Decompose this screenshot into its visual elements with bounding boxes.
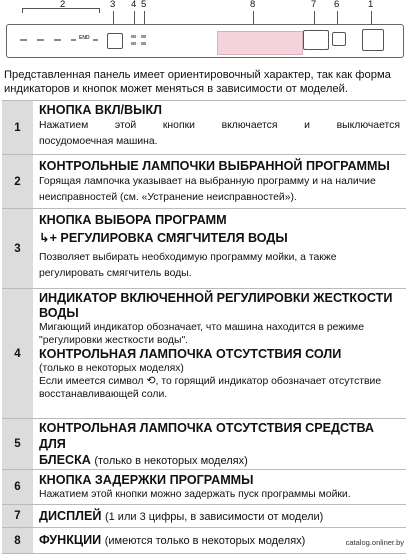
desc-part: Если имеется символ [39,376,144,387]
row-title-cont: ВОДЫ [39,306,79,320]
table-row [2,470,406,505]
callout-3: 3 [110,0,116,10]
row-desc: восстанавливающей соли. [39,389,168,400]
functions-area [217,31,303,55]
row-number: 8 [2,528,33,553]
callout-8: 8 [250,0,256,10]
callout-5: 5 [141,0,147,10]
row-subtitle [39,230,400,246]
row-title: КНОПКА ВКЛ/ВЫКЛ [39,103,162,117]
row-number: 4 [2,289,33,418]
title-part: ДИСПЛЕЙ [39,508,102,523]
row-title-cont [39,452,400,469]
table-row [2,419,406,470]
row-desc: "регулировки жесткости воды". [39,335,189,346]
hardness-indicator [131,35,136,38]
row-number: 7 [2,505,33,527]
row-note: (только в некоторых моделях) [94,455,248,467]
rinse-aid-indicator [141,35,146,38]
row-desc: Позволяет выбирать необходимую программу мойки, а также [39,252,337,263]
row-desc [39,375,400,388]
table-row [2,289,406,419]
row-number: 6 [2,470,33,504]
row-title [39,508,400,525]
callout-6: 6 [334,0,340,10]
row-title: КОНТРОЛЬНАЯ ЛАМПОЧКА ОТСУТСТВИЯ СРЕДСТВА ДЛЯ [39,421,375,451]
program-select-button [107,33,123,49]
row-number: 2 [2,155,33,208]
intro-text: Представленная панель имеет ориентировочный характер, так как форма индикаторов и кнопок может меняться в зависимости от моделей. [4,69,391,95]
callout-4: 4 [131,0,137,10]
salt-title: КОНТРОЛЬНАЯ ЛАМПОЧКА ОТСУТСТВИЯ СОЛИ [39,347,342,361]
callout-1: 1 [368,0,374,10]
control-panel-diagram [0,0,410,62]
row-title: КОНТРОЛЬНЫЕ ЛАМПОЧКИ ВЫБРАННОЙ ПРОГРАММЫ [39,159,390,173]
controls-table [2,100,406,554]
program-lamp [37,39,44,41]
program-lamp [20,39,27,41]
delay-button [332,32,346,46]
control-panel [6,24,404,58]
power-button [362,29,384,51]
rinse-aid-indicator [141,42,146,45]
row-title: ИНДИКАТОР ВКЛЮЧЕННОЙ РЕГУЛИРОВКИ ЖЕСТКОСТИ [39,291,393,305]
table-row [2,101,406,155]
program-lamp [54,39,61,41]
callout-2: 2 [60,0,66,10]
row-title: КНОПКА ЗАДЕРЖКИ ПРОГРАММЫ [39,473,254,487]
row-desc: регулировать смягчитель воды. [39,268,192,279]
row-desc: Нажатием этой кнопки можно задержать пуск программы мойки. [39,489,351,500]
end-label: END [79,35,90,41]
row-note: (имеются только в некоторых моделях) [104,535,306,547]
table-row [2,209,406,289]
table-row [2,505,406,528]
row-number: 3 [2,209,33,288]
program-lamp [71,39,76,41]
row-desc: посудомоечная машина. [39,136,158,147]
row-desc: Мигающий индикатор обозначает, что машина находится в режиме [39,322,364,333]
row-note: (1 или 3 цифры, в зависимости от модели) [104,510,324,523]
row-number: 1 [2,101,33,154]
salt-symbol-icon: ⟲ [146,375,156,387]
title-part: ФУНКЦИИ [39,533,102,547]
row-title: КНОПКА ВЫБОРА ПРОГРАММ [39,213,227,227]
row-desc: Нажатием этой кнопки включается и выключается [39,120,400,131]
callout-2-bracket [22,8,100,13]
salt-indicator [131,42,136,45]
callout-7: 7 [311,0,317,10]
watermark: catalog.onliner.by [345,538,404,547]
desc-part: , то горящий индикатор обозначает отсутствие [155,376,382,387]
row-subtitle-text: + РЕГУЛИРОВКА СМЯГЧИТЕЛЯ ВОДЫ [49,231,288,245]
title-part: БЛЕСКА [39,453,91,467]
row-desc: неисправностей (см. «Устранение неисправностей»). [39,192,297,203]
arrow-icon: ↳ [39,231,50,245]
table-row [2,155,406,209]
display-window [303,30,329,50]
row-desc: Горящая лампочка указывает на выбранную программу и на наличие [39,176,376,187]
row-number: 5 [2,419,33,469]
program-lamp [93,39,98,41]
row-note: (только в некоторых моделях) [39,363,184,374]
